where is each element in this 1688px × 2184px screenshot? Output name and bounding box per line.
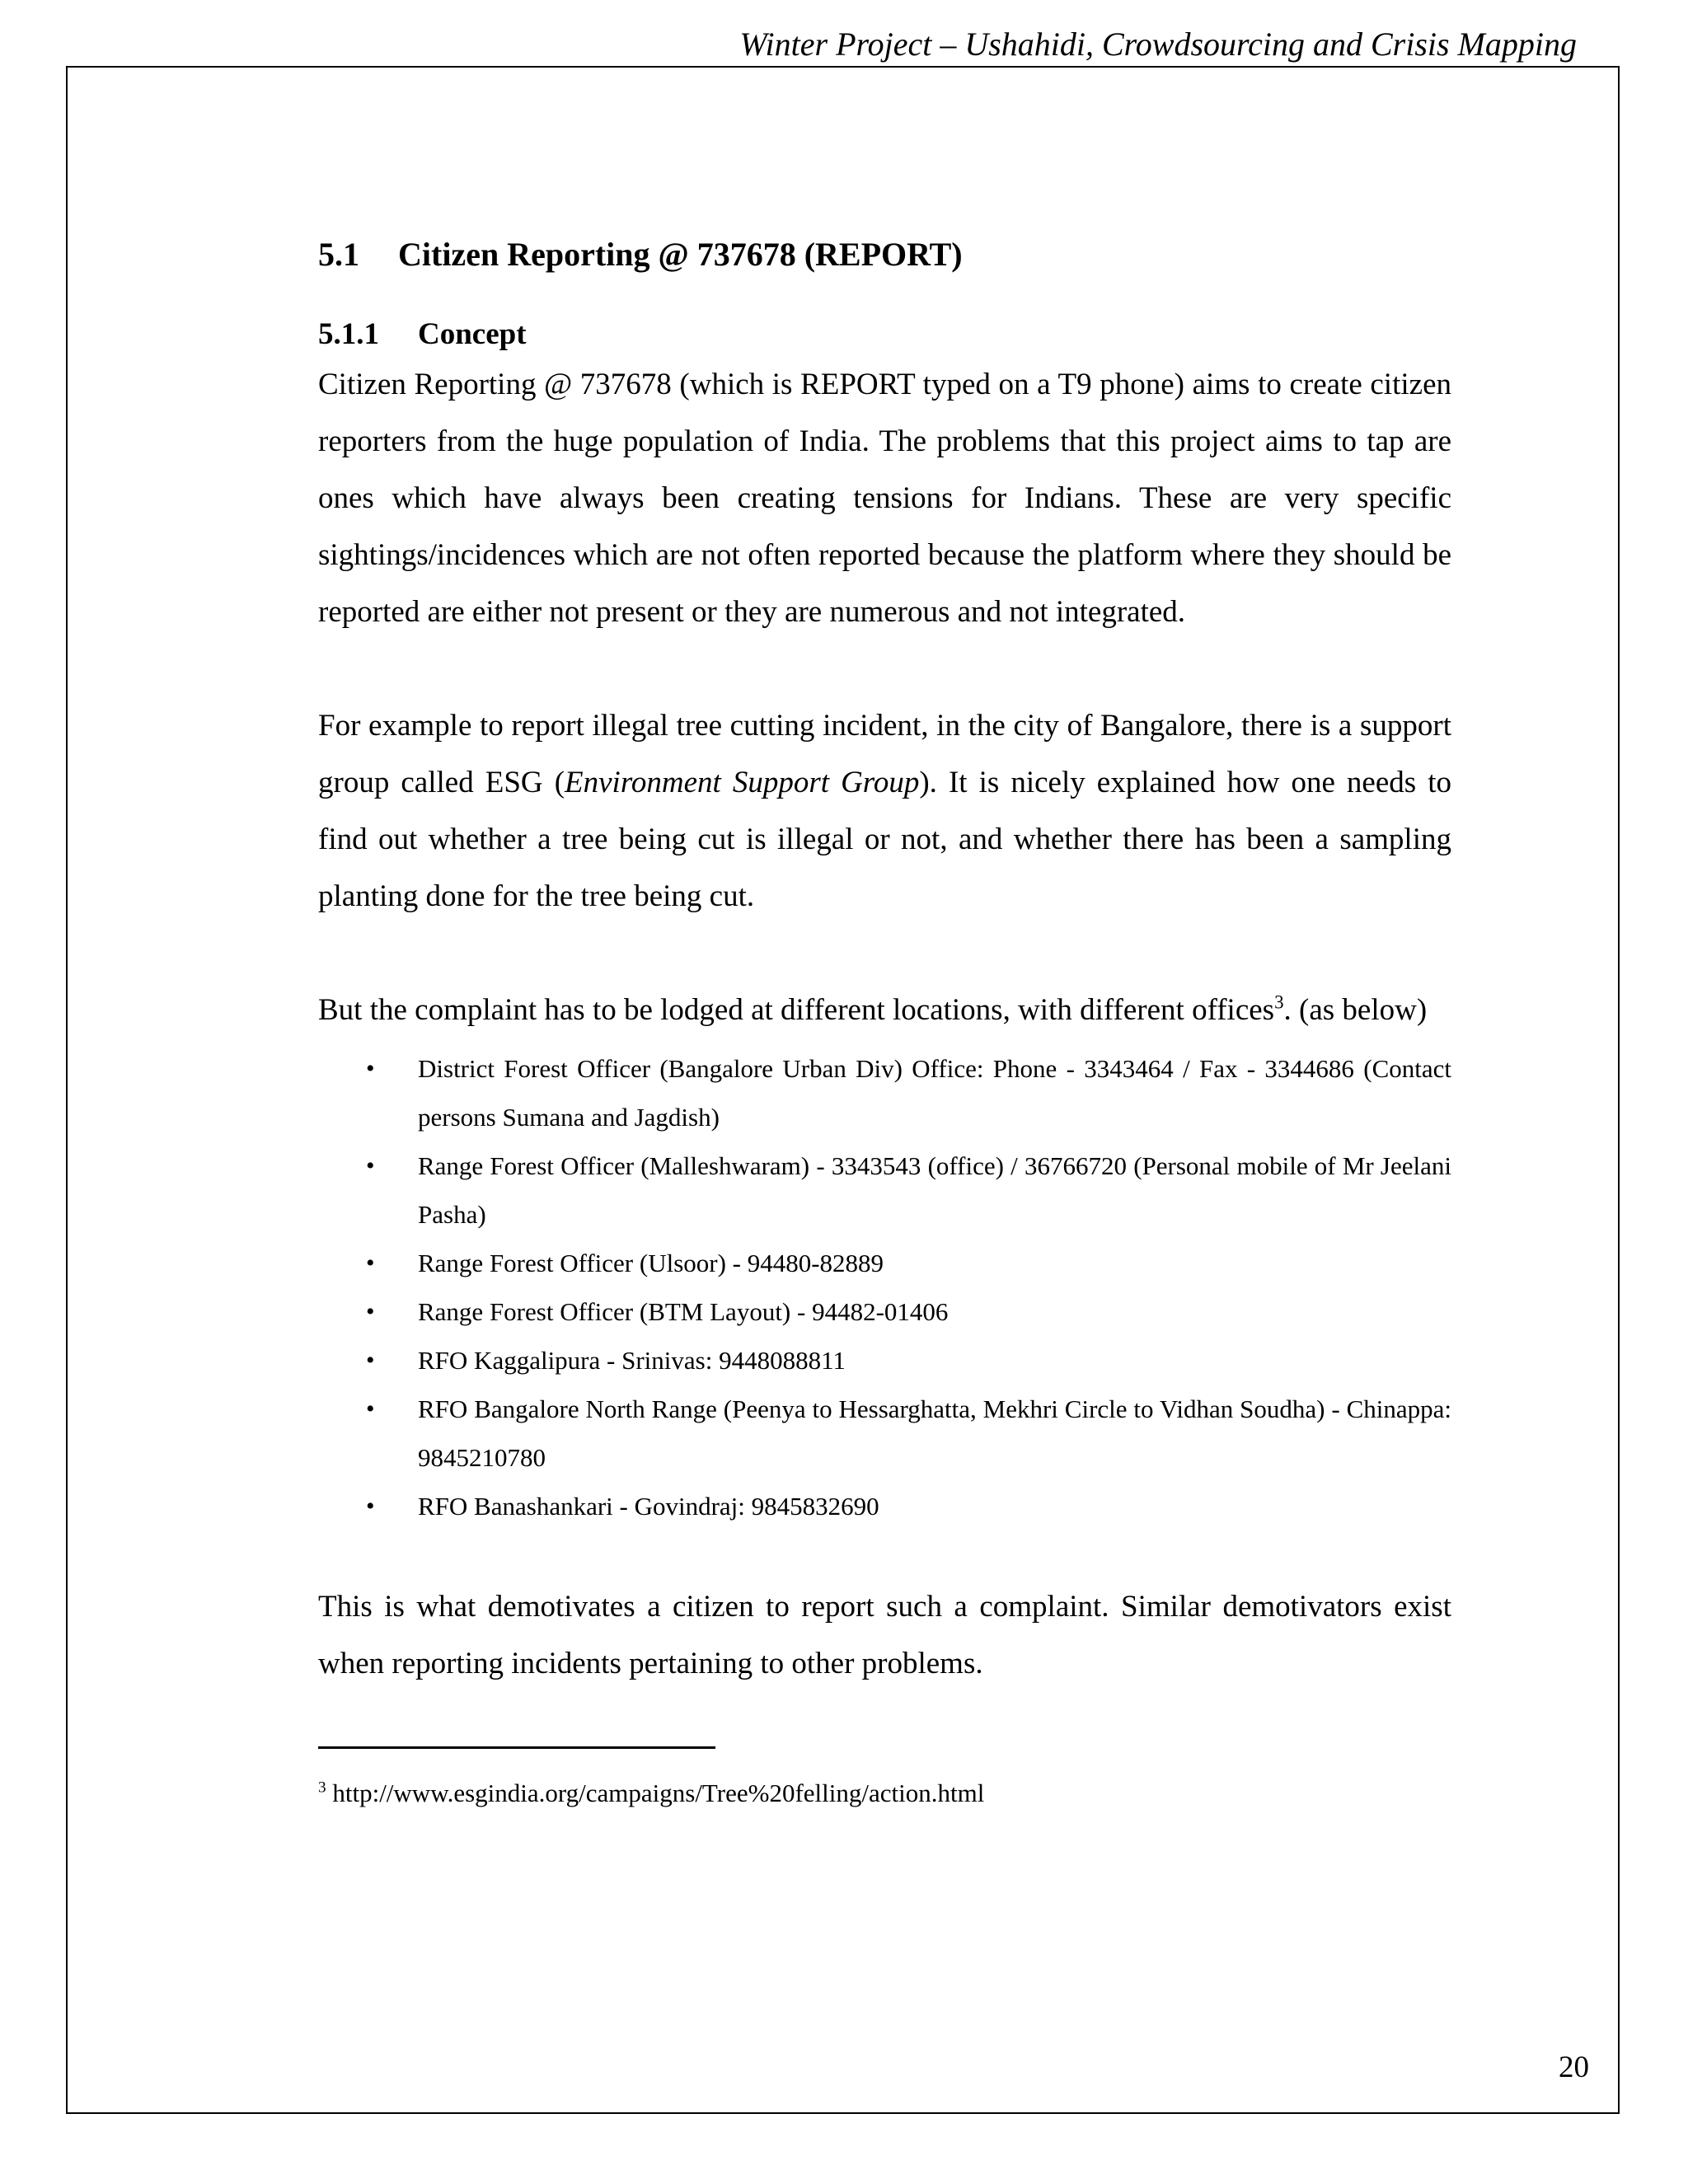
page-number: 20 (1559, 2050, 1589, 2084)
bullet-dot-icon: • (366, 1493, 375, 1520)
contact-text: Range Forest Officer (Malleshwaram) - 3343543 (office) / 36766720 (Personal mobile of Mr Jeelani Pasha) (418, 1151, 1451, 1229)
subsection-number: 5.1.1 (318, 317, 379, 351)
contact-list-item (318, 1385, 1451, 1482)
section-number: 5.1 (318, 236, 359, 273)
paragraph-intro: Citizen Reporting @ 737678 (which is REPORT typed on a T9 phone) aims to create citizen reporters from the huge population of India. The problems that this project aims to tap are ones which have always been creating tensions for Indians. These are very specific sightings/incidences which are not often reported because the platform where they should be reported are either not present or they are numerous and not integrated. (318, 368, 1451, 629)
paragraph-complaint-text-end: . (as below) (1283, 993, 1428, 1027)
contact-text: District Forest Officer (Bangalore Urban Div) Office: Phone - 3343464 / Fax - 3344686 (Contact persons Sumana and Jagdish) (418, 1054, 1451, 1132)
contact-list-item (318, 1141, 1451, 1239)
contact-text: RFO Kaggalipura - Srinivas: 9448088811 (418, 1346, 846, 1375)
footnote-number: 3 (318, 1779, 326, 1797)
footnote-reference: 3 (1274, 991, 1284, 1013)
contact-list-item (318, 1044, 1451, 1141)
bullet-dot-icon: • (366, 1298, 375, 1325)
footnote (318, 1777, 1451, 1810)
section-heading (318, 235, 1451, 274)
paragraph-complaint-text-start: But the complaint has to be lodged at different locations, with different offices (318, 993, 1275, 1027)
paragraph-esg-example (318, 697, 1451, 925)
paragraph-esg-text-end: ). It is nicely explained how one needs to find out whether a tree being cut is illegal or not, and whether there has been a sampling planting done for the tree being cut. (318, 766, 1451, 913)
contact-list-item (318, 1287, 1451, 1336)
subsection-title: Concept (418, 317, 527, 351)
bullet-dot-icon: • (366, 1249, 375, 1277)
bullet-dot-icon: • (366, 1055, 375, 1082)
contact-list-item (318, 1482, 1451, 1530)
contact-list-item (318, 1336, 1451, 1385)
subsection-heading (318, 313, 1451, 356)
footnote-separator (318, 1746, 715, 1749)
running-header: Winter Project – Ushahidi, Crowdsourcing and Crisis Mapping (739, 26, 1577, 63)
footnote-url: http://www.esgindia.org/campaigns/Tree%20felling/action.html (332, 1779, 985, 1807)
page-content (318, 235, 1451, 1810)
contact-list-item (318, 1239, 1451, 1287)
paragraph-demotivation: This is what demotivates a citizen to report such a complaint. Similar demotivators exist when reporting incidents pertaining to other problems. (318, 1590, 1451, 1680)
esg-name-emphasis: Environment Support Group (565, 766, 920, 799)
bullet-dot-icon: • (366, 1152, 375, 1179)
paragraph-complaint (318, 982, 1451, 1038)
paragraph-esg-text-start: For example to report illegal tree cutting incident, in the city of Bangalore, there is a support group called ESG ( (318, 709, 1451, 799)
section-title: Citizen Reporting @ 737678 (REPORT) (398, 236, 963, 273)
contact-text: Range Forest Officer (BTM Layout) - 94482-01406 (418, 1297, 949, 1326)
contact-text: RFO Bangalore North Range (Peenya to Hessarghatta, Mekhri Circle to Vidhan Soudha) - Chinappa: 9845210780 (418, 1394, 1451, 1472)
contact-text: Range Forest Officer (Ulsoor) - 94480-82889 (418, 1249, 884, 1277)
contact-text: RFO Banashankari - Govindraj: 9845832690 (418, 1492, 879, 1521)
contact-list (318, 1044, 1451, 1530)
bullet-dot-icon: • (366, 1347, 375, 1374)
bullet-dot-icon: • (366, 1395, 375, 1422)
